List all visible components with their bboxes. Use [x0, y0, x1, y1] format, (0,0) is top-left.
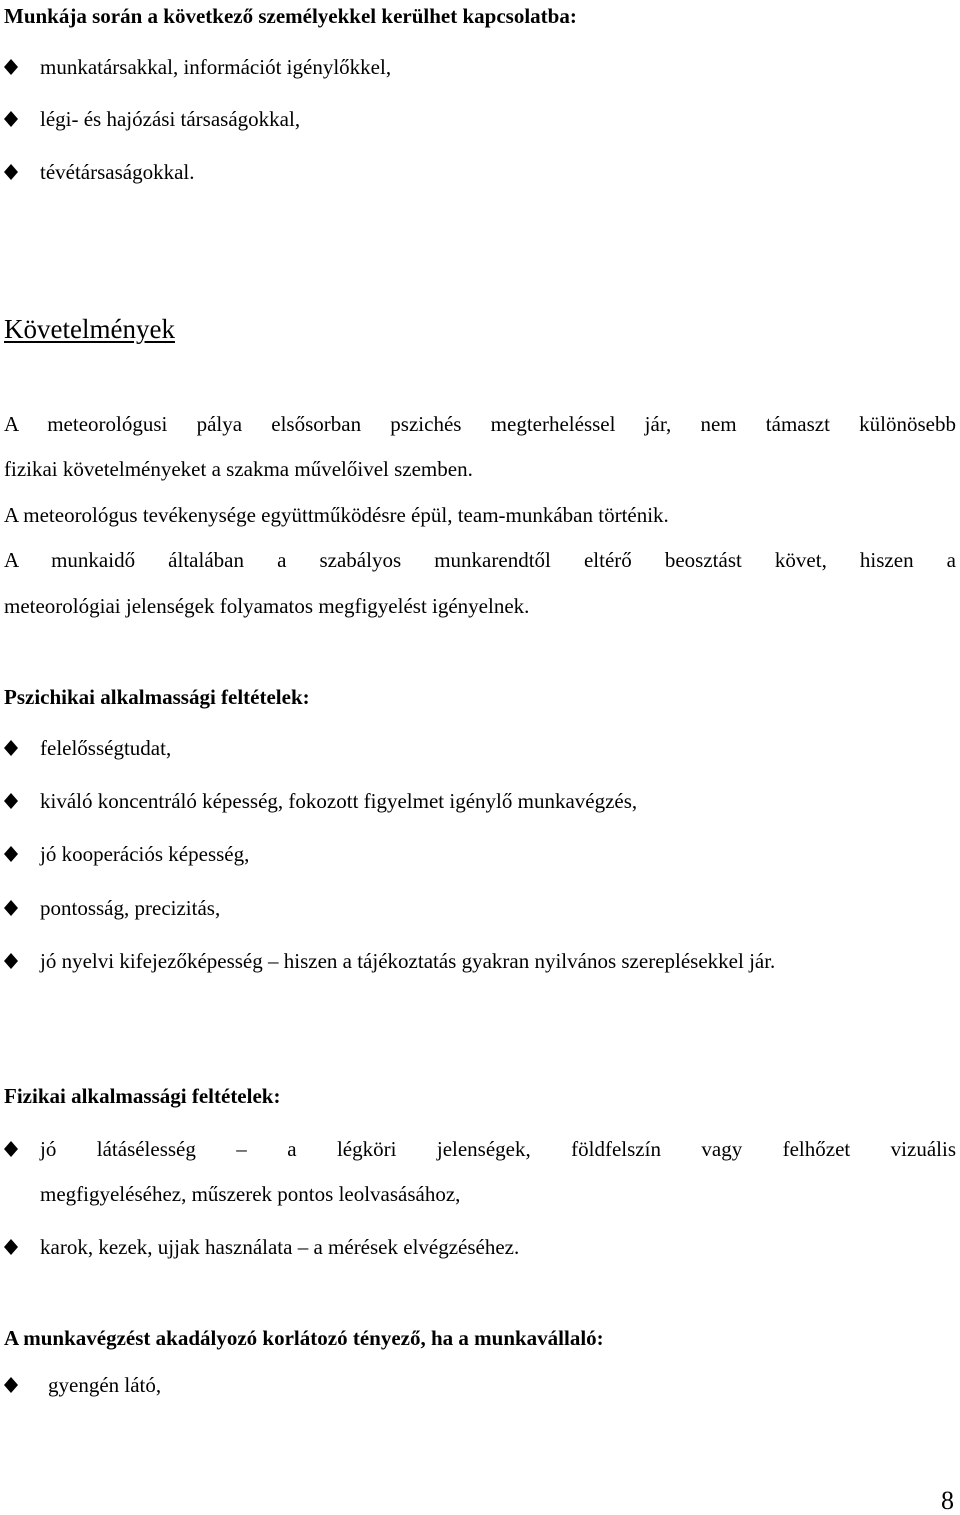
section-heading-physical: Fizikai alkalmassági feltételek: — [4, 1084, 281, 1108]
list-item: felelősségtudat, — [40, 736, 172, 760]
diamond-bullet-icon — [4, 895, 22, 921]
diamond-bullet-icon — [4, 54, 22, 80]
list-item: légi- és hajózási társaságokkal, — [40, 107, 301, 131]
diamond-bullet-icon — [4, 841, 22, 867]
paragraph-line: meteorológiai jelenségek folyamatos megfigyelést igényelnek. — [4, 594, 530, 618]
diamond-bullet-icon — [4, 788, 22, 814]
diamond-bullet-icon — [4, 106, 22, 132]
list-item: jó kooperációs képesség, — [40, 842, 250, 866]
list-item: karok, kezek, ujjak használata – a mérések elvégzéséhez. — [40, 1235, 520, 1259]
diamond-bullet-icon — [4, 1234, 22, 1260]
section-heading-requirements: Követelmények — [4, 314, 175, 344]
list-item: kiváló koncentráló képesség, fokozott figyelmet igénylő munkavégzés, — [40, 789, 638, 813]
section-heading-limiting: A munkavégzést akadályozó korlátozó tényező, ha a munkavállaló: — [4, 1326, 604, 1350]
contacts-heading: Munkája során a következő személyekkel kerülhet kapcsolatba: — [4, 4, 577, 28]
page-number: 8 — [941, 1486, 954, 1515]
list-item-continuation: megfigyeléséhez, műszerek pontos leolvasásához, — [40, 1182, 461, 1206]
paragraph: A meteorológus tevékenysége együttműködésre épül, team-munkában történik. — [4, 503, 669, 527]
list-item: jó nyelvi kifejezőképesség – hiszen a tájékoztatás gyakran nyilvános szereplésekkel jár. — [40, 949, 776, 973]
diamond-bullet-icon — [4, 735, 22, 761]
diamond-bullet-icon — [4, 948, 22, 974]
list-item: gyengén látó, — [48, 1373, 162, 1397]
paragraph-line: A munkaidő általában a szabályos munkarendtől eltérő beosztást követ, hiszen a — [4, 548, 956, 572]
list-item: munkatársakkal, információt igénylőkkel, — [40, 55, 392, 79]
list-item: tévétársaságokkal. — [40, 160, 195, 184]
diamond-bullet-icon — [4, 159, 22, 185]
list-item: jó látásélesség – a légköri jelenségek, földfelszín vagy felhőzet vizuális — [40, 1137, 956, 1161]
paragraph-line: A meteorológusi pálya elsősorban pszichés megterheléssel jár, nem támaszt különösebb — [4, 412, 956, 436]
diamond-bullet-icon — [4, 1136, 22, 1162]
diamond-bullet-icon — [4, 1372, 22, 1398]
section-heading-psychic: Pszichikai alkalmassági feltételek: — [4, 685, 310, 709]
paragraph-line: fizikai követelményeket a szakma művelőivel szemben. — [4, 457, 473, 481]
list-item: pontosság, precizitás, — [40, 896, 221, 920]
